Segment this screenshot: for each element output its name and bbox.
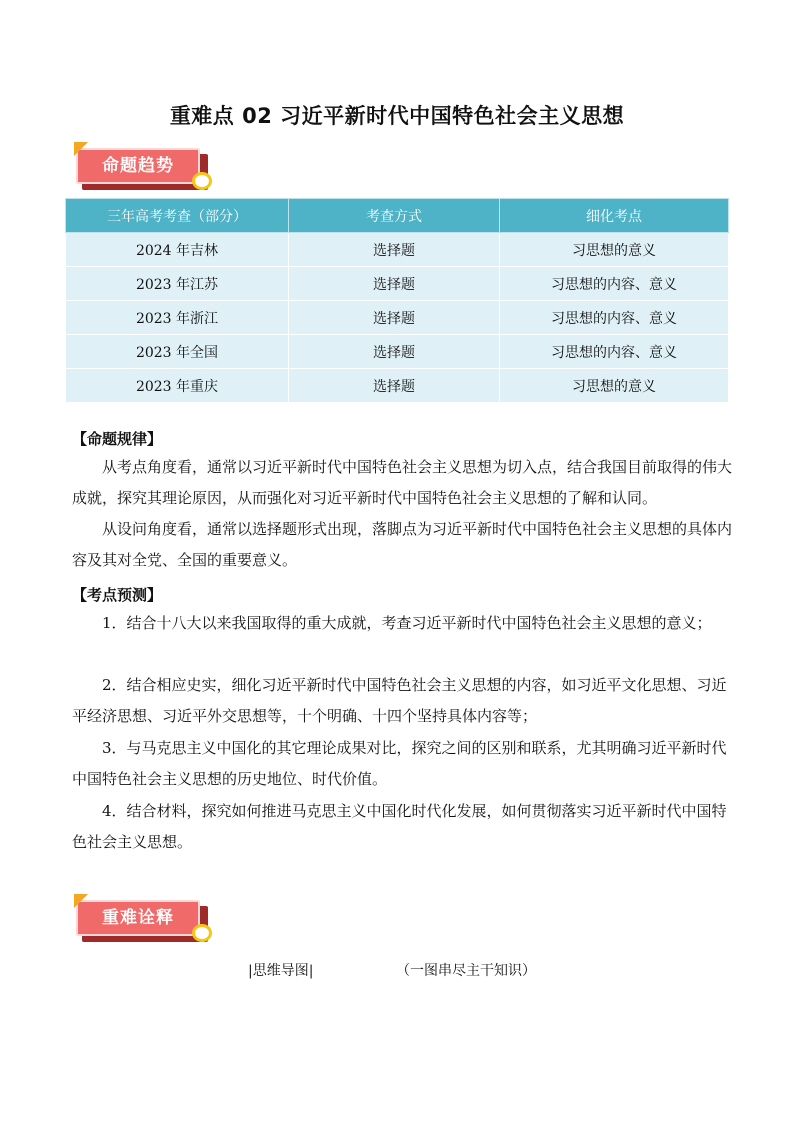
table-cell: 选择题	[289, 335, 500, 369]
forecast-item: 3．与马克思主义中国化的其它理论成果对比，探究之间的区别和联系，尤其明确习近平新时代中国特色社会主义思想的历史地位、时代价值。	[72, 739, 727, 788]
table-cell: 2023 年浙江	[66, 301, 289, 335]
rules-paragraph: 从考点角度看，通常以习近平新时代中国特色社会主义思想为切入点，结合我国目前取得的伟大成就，探究其理论原因，从而强化对习近平新时代中国特色社会主义思想的了解和认同。	[72, 458, 733, 507]
forecast-item: 4．结合材料，探究如何推进马克思主义中国化时代化发展，如何贯彻落实习近平新时代中国特色社会主义思想。	[72, 802, 727, 851]
section-banner-analysis	[76, 900, 212, 944]
rules-heading: 【命题规律】	[72, 430, 163, 448]
column-header: 三年高考考查（部分）	[66, 199, 289, 233]
table-row	[66, 267, 729, 301]
table-cell: 选择题	[289, 233, 500, 267]
table-cell: 习思想的意义	[500, 369, 729, 403]
section-banner-label: 重难诠释	[102, 908, 174, 928]
table-cell: 习思想的意义	[500, 233, 729, 267]
table-cell: 2023 年江苏	[66, 267, 289, 301]
mindmap-note: （一图串尽主干知识）	[396, 963, 536, 979]
section-banner-label: 命题趋势	[102, 156, 174, 176]
table-row	[66, 369, 729, 403]
mindmap-label: |思维导图|	[248, 963, 314, 979]
exam-table	[65, 198, 729, 403]
table-row	[66, 335, 729, 369]
forecast-heading: 【考点预测】	[72, 586, 163, 604]
table-cell: 选择题	[289, 301, 500, 335]
forecast-item: 2．结合相应史实，细化习近平新时代中国特色社会主义思想的内容，如习近平文化思想、习近平经济思想、习近平外交思想等，十个明确、十四个坚持具体内容等；	[72, 676, 727, 725]
table-cell: 选择题	[289, 267, 500, 301]
table-header-row	[66, 199, 729, 233]
ring-icon	[192, 172, 212, 190]
table-row	[66, 233, 729, 267]
forecast-item: 1．结合十八大以来我国取得的重大成就，考查习近平新时代中国特色社会主义思想的意义；	[102, 614, 712, 632]
table-cell: 2023 年全国	[66, 335, 289, 369]
column-header: 细化考点	[500, 199, 729, 233]
table-cell: 2024 年吉林	[66, 233, 289, 267]
table-cell: 习思想的内容、意义	[500, 267, 729, 301]
section-banner-trend	[76, 148, 212, 192]
page-title: 重难点 02 习近平新时代中国特色社会主义思想	[169, 104, 625, 128]
column-header: 考查方式	[289, 199, 500, 233]
table-row	[66, 301, 729, 335]
rules-paragraph: 从设问角度看，通常以选择题形式出现，落脚点为习近平新时代中国特色社会主义思想的具体内容及其对全党、全国的重要意义。	[72, 520, 733, 569]
table-cell: 习思想的内容、意义	[500, 301, 729, 335]
table-cell: 2023 年重庆	[66, 369, 289, 403]
ring-icon	[192, 924, 212, 942]
table-cell: 习思想的内容、意义	[500, 335, 729, 369]
table-cell: 选择题	[289, 369, 500, 403]
